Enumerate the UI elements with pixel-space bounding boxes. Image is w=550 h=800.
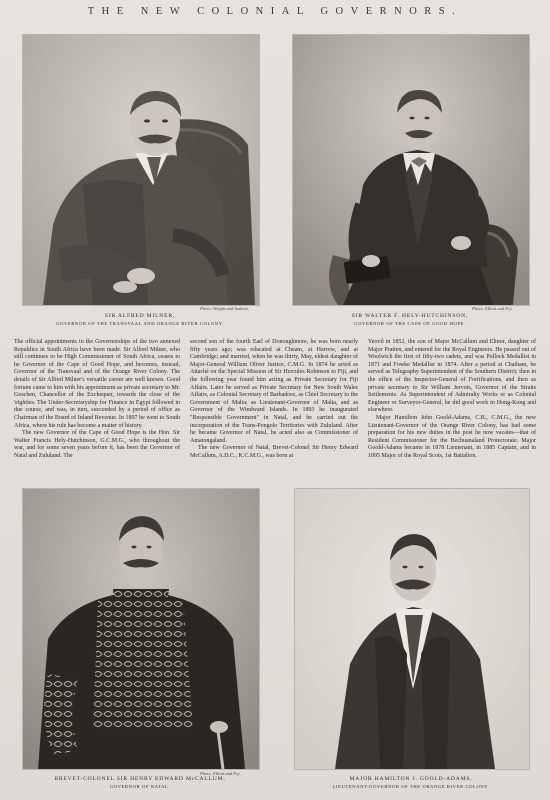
photo-credit: Photo. Elliott and Fry. xyxy=(200,771,241,776)
caption-mccallum xyxy=(22,776,258,789)
caption-milner xyxy=(22,313,258,326)
page-title: THE NEW COLONIAL GOVERNORS. xyxy=(87,6,463,17)
article-paragraph: The new Governor of the Cape of Good Hope is the Hon. Sir Walter Francis Hely-Hutchinson, G.C.M.G., who throughout the war, and for some seven years before it, has been the Governor of Natal and Zululand. The xyxy=(14,430,180,459)
caption-goold-adams xyxy=(294,776,528,789)
portrait-milner-image xyxy=(23,35,259,305)
caption-hely-hutchinson xyxy=(292,313,528,326)
portrait-mccallum-image xyxy=(23,489,259,769)
article-paragraph: The official appointments to the Governorships of the two annexed Republics in South Africa have been made. Sir Alfred Milner, who still continues to be High Commissioner of South Africa, ceases to be Governor of the Cape of Good Hope, and becomes, instead, Governor of the Transvaal and of the Orange River Colony. The details of Sir Alfred Milner's versatile career are well known. Good fortune came to him with his appointment as private secretary to Mr. Goschen, Chancellor of the Exchequer, towards the close of the 'eighties. The Under-Secretaryship for Finance in Egypt followed in due course, and was, in turn, succeeded by a period of office as Chairman of the Board of Inland Revenue. In 1897 he went to South Africa, where his rule has become a matter of history. xyxy=(14,339,180,429)
article-paragraph: Yeovil in 1852, the son of Major McCallum and Elinor, daughter of Major Pratten, and entered for the Royal Engineers. He passed out of Woolwich the first of fifty-two cadets, and was Pollock Medallist in 1871 and Fowke Medallist in 1874. After a period at Chatham, he served as Telegraphy Superintendent of the Southern District; then in the office of the Inspector-General of Fortifications, and then as private secretary to Sir William Jervois, Governor of the Straits Settlements. As Superintendent of Admiralty Works or as Colonial Engineer or Surveyor-General, he did good work in Hong-Kong and elsewhere. xyxy=(368,339,536,414)
portrait-hely-hutchinson-image xyxy=(293,35,529,305)
portrait-hely-hutchinson xyxy=(292,34,530,306)
portrait-role: LIEUTENANT-GOVERNOR OF THE ORANGE RIVER COLONY. xyxy=(332,784,490,789)
portrait-name: BREVET-COLONEL SIR HENRY EDWARD McCALLUM, xyxy=(54,776,226,782)
portrait-role: GOVERNOR OF THE CAPE OF GOOD HOPE. xyxy=(354,321,466,326)
portrait-milner xyxy=(22,34,260,306)
portrait-mccallum xyxy=(22,488,260,770)
photo-credit: Photo. Elliott and Fry. xyxy=(472,306,513,311)
article-column-1 xyxy=(14,339,180,461)
portrait-goold-adams xyxy=(294,488,530,770)
article-column-3 xyxy=(368,339,536,461)
photo-credit: Photo. Wright and Andrew. xyxy=(200,306,249,311)
portrait-name: SIR WALTER F. HELY-HUTCHINSON, xyxy=(351,313,469,319)
article-paragraph: Major Hamilton John Goold-Adams, C.B., C.M.G., the new Lieutenant-Governor of the Orange River Colony, has had some preparation for his new duties in the post he now vacates—that of Resident Commissioner for the Bechuanaland Protectorate. Major Goold-Adams became in 1878 Lieutenant, in 1885 Captain, and in 1895 Major of the Royal Scots, 1st Battalion. xyxy=(368,414,536,459)
portrait-role: GOVERNOR OF THE TRANSVAAL AND ORANGE RIVER COLONY. xyxy=(56,321,224,326)
portrait-name: MAJOR HAMILTON J. GOOLD-ADAMS, xyxy=(349,776,473,782)
portrait-role: GOVERNOR OF NATAL. xyxy=(109,784,171,789)
article-paragraph: second son of the fourth Earl of Donoughmore, he was born nearly fifty years ago; was educated at Cheam, at Harrow, and at Cambridge; and married, when he was thirty, May, eldest daughter of Major-General William Oliver Justice, C.M.G. In 1874 he acted as Attaché on the Special Mission of Sir Hercules Robinson to Fiji, and the following year found him acting as Private Secretary for Fiji Affairs. Later he served as Private Secretary for New South Wales Affairs, as Colonial Secretary of Barbadoes, as Chief Secretary to the Government of Malta; as Lieutenant-Governor of Malta, and as Governor of the Windward Islands. In 1893 he inaugurated "Responsible Government" in Natal, and he carried out the incorporation of the Trans-Pongolo Territories with Zululand. After he became Governor of Natal, he acted also as Commissioner of Amatongaland. xyxy=(190,339,358,444)
portrait-name: SIR ALFRED MILNER, xyxy=(104,313,176,319)
article-paragraph: The new Governor of Natal, Brevet-Colonel Sir Henry Edward McCallum, A.D.C., K.C.M.G., was born at xyxy=(190,445,358,459)
portrait-goold-adams-image xyxy=(295,489,529,769)
article-column-2 xyxy=(190,339,358,461)
